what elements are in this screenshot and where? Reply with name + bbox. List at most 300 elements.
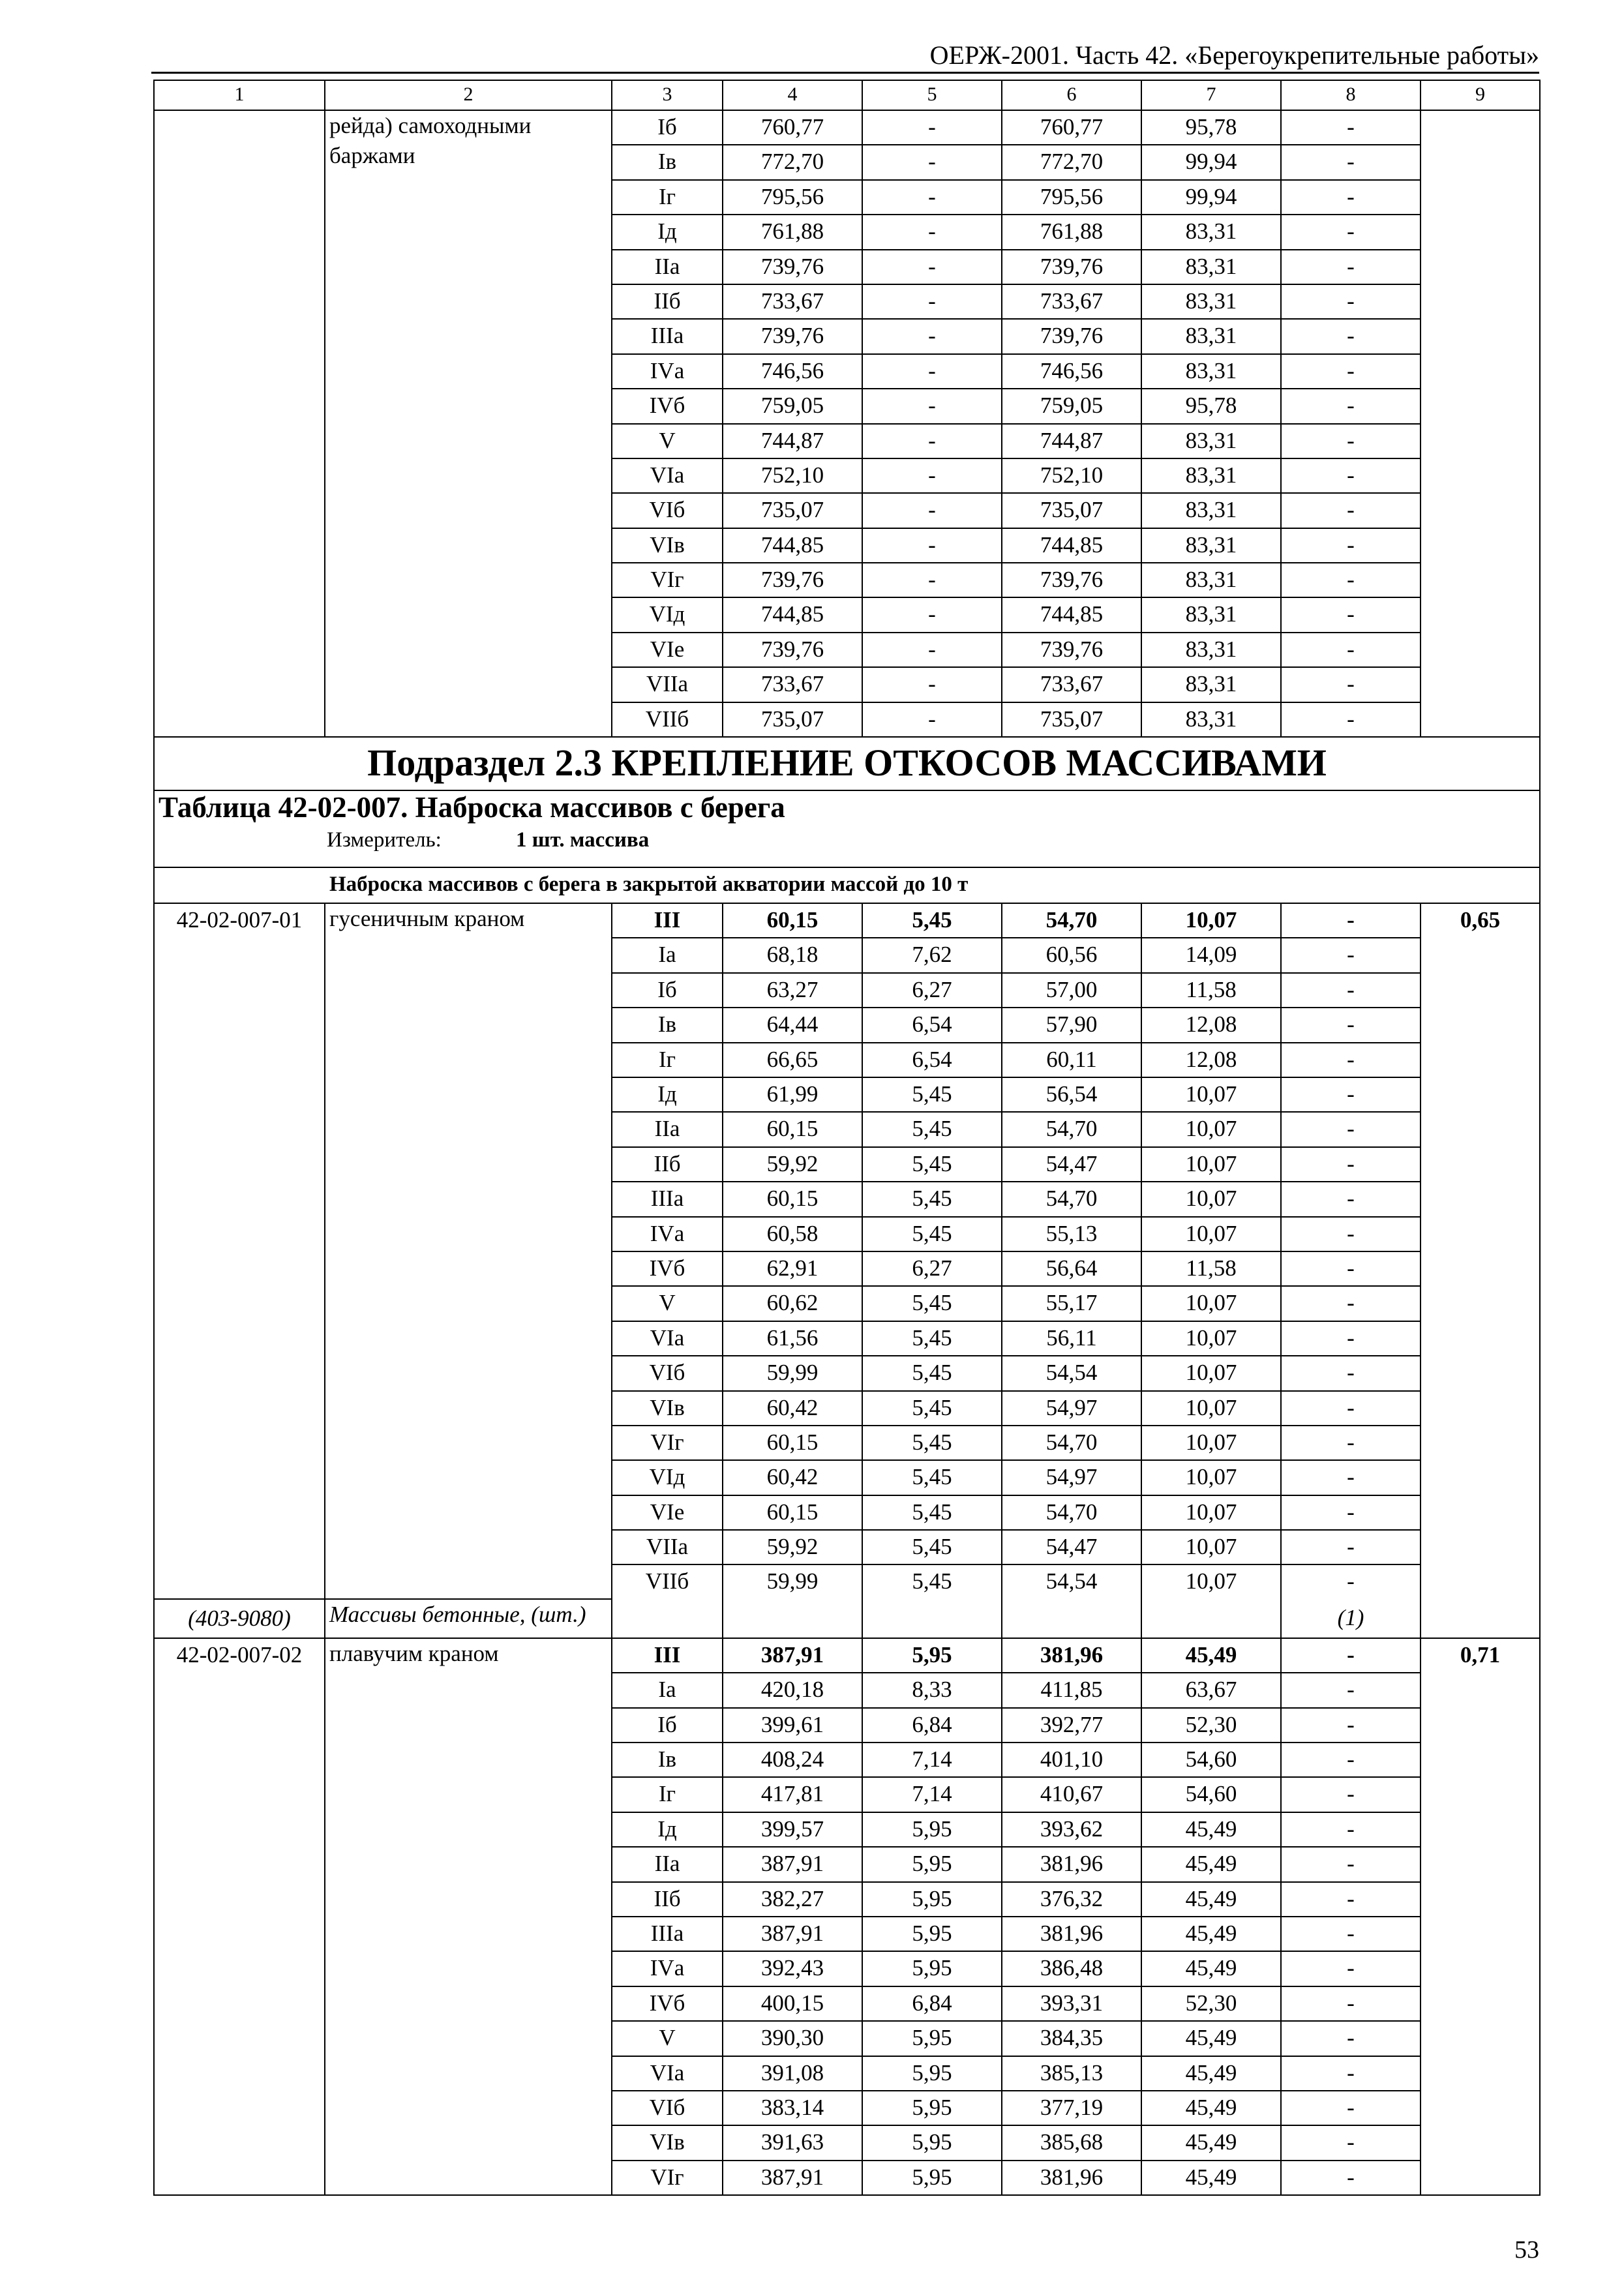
value-cell: 52,30: [1141, 1708, 1281, 1743]
value-cell: 83,31: [1141, 702, 1281, 737]
value-cell: 99,94: [1141, 145, 1281, 179]
value-cell: -: [1281, 458, 1421, 493]
value-cell: 387,91: [723, 1847, 862, 1881]
value-cell: 83,31: [1141, 319, 1281, 353]
value-cell: 83,31: [1141, 424, 1281, 458]
value-cell: 5,95: [862, 2161, 1002, 2195]
value-cell: 83,31: [1141, 250, 1281, 284]
value-cell: 60,11: [1002, 1043, 1141, 1077]
value-cell: 739,76: [723, 250, 862, 284]
column-number-row: [154, 80, 1540, 110]
value-cell: 7,14: [862, 1743, 1002, 1777]
value-cell: 387,91: [723, 1638, 862, 1673]
value-cell: 45,49: [1141, 1951, 1281, 1986]
table-row: [154, 903, 1540, 938]
value-cell: 744,85: [723, 528, 862, 563]
resource-name: Массивы бетонные, (шт.): [325, 1599, 612, 1638]
value-cell: -: [1281, 110, 1421, 145]
column-number: 4: [723, 80, 862, 110]
code-cell: 42-02-007-01: [154, 903, 325, 1599]
value-cell: -: [1281, 1321, 1421, 1356]
value-cell: 387,91: [723, 1917, 862, 1951]
value-cell: 59,99: [723, 1356, 862, 1390]
empty-cell: [862, 1599, 1002, 1638]
value-cell: 739,76: [1002, 250, 1141, 284]
table-row: [154, 110, 1540, 145]
value-cell: Iг: [612, 180, 723, 215]
value-cell: 377,19: [1002, 2091, 1141, 2125]
value-cell: 5,95: [862, 1847, 1002, 1881]
value-cell: -: [862, 702, 1002, 737]
value-cell: 760,77: [723, 110, 862, 145]
value-cell: IVа: [612, 1217, 723, 1251]
value-cell: 7,62: [862, 938, 1002, 972]
value-cell: 45,49: [1141, 2056, 1281, 2091]
value-cell: 83,31: [1141, 458, 1281, 493]
value-cell: 54,70: [1002, 1426, 1141, 1460]
value-cell: -: [862, 145, 1002, 179]
value-cell: 5,95: [862, 2056, 1002, 2091]
value-cell: -: [1281, 1426, 1421, 1460]
value-cell: 60,15: [723, 1182, 862, 1216]
value-cell: 393,62: [1002, 1812, 1141, 1847]
value-cell: 55,13: [1002, 1217, 1141, 1251]
value-cell: VIд: [612, 597, 723, 632]
value-cell: 10,07: [1141, 1495, 1281, 1530]
empty-cell: [612, 1599, 723, 1638]
value-cell: 83,31: [1141, 667, 1281, 702]
code-cell: [154, 110, 325, 737]
value-cell: 5,95: [862, 2125, 1002, 2160]
value-cell: VIа: [612, 1321, 723, 1356]
col9-cell: [1421, 110, 1540, 737]
value-cell: -: [1281, 1986, 1421, 2021]
value-cell: -: [1281, 215, 1421, 249]
value-cell: 759,05: [1002, 389, 1141, 423]
value-cell: 5,95: [862, 2091, 1002, 2125]
value-cell: IIб: [612, 284, 723, 319]
column-number: 6: [1002, 80, 1141, 110]
value-cell: 744,85: [1002, 528, 1141, 563]
value-cell: 60,56: [1002, 938, 1141, 972]
value-cell: -: [1281, 1008, 1421, 1042]
value-cell: -: [862, 354, 1002, 389]
value-cell: -: [1281, 1951, 1421, 1986]
value-cell: 83,31: [1141, 354, 1281, 389]
value-cell: VIа: [612, 458, 723, 493]
value-cell: Iв: [612, 145, 723, 179]
value-cell: -: [1281, 1530, 1421, 1564]
value-cell: 5,45: [862, 1217, 1002, 1251]
value-cell: 56,54: [1002, 1077, 1141, 1112]
value-cell: VIб: [612, 493, 723, 528]
value-cell: 62,91: [723, 1251, 862, 1286]
table-title-cell: [154, 790, 1540, 867]
column-number: 8: [1281, 80, 1421, 110]
value-cell: 10,07: [1141, 1391, 1281, 1426]
value-cell: -: [1281, 1356, 1421, 1390]
value-cell: 60,15: [723, 1426, 862, 1460]
value-cell: VIе: [612, 1495, 723, 1530]
page-number: 53: [1514, 2236, 1539, 2264]
value-cell: VIIб: [612, 1564, 723, 1598]
value-cell: 60,42: [723, 1391, 862, 1426]
table-title-row: [154, 790, 1540, 867]
measure-value: 1 шт. массива: [516, 828, 650, 852]
value-cell: 99,94: [1141, 180, 1281, 215]
value-cell: 6,54: [862, 1043, 1002, 1077]
value-cell: 45,49: [1141, 2091, 1281, 2125]
empty-cell: [1002, 1599, 1141, 1638]
value-cell: IIб: [612, 1882, 723, 1917]
value-cell: 45,49: [1141, 1638, 1281, 1673]
value-cell: 60,15: [723, 903, 862, 938]
value-cell: 744,87: [723, 424, 862, 458]
value-cell: -: [1281, 528, 1421, 563]
value-cell: 10,07: [1141, 903, 1281, 938]
value-cell: 752,10: [1002, 458, 1141, 493]
value-cell: 54,54: [1002, 1356, 1141, 1390]
value-cell: 761,88: [1002, 215, 1141, 249]
value-cell: 385,68: [1002, 2125, 1141, 2160]
column-number: 1: [154, 80, 325, 110]
value-cell: -: [1281, 145, 1421, 179]
value-cell: VIб: [612, 1356, 723, 1390]
value-cell: 5,45: [862, 1564, 1002, 1598]
value-cell: 5,45: [862, 1077, 1002, 1112]
value-cell: 386,48: [1002, 1951, 1141, 1986]
value-cell: 10,07: [1141, 1321, 1281, 1356]
value-cell: -: [1281, 1638, 1421, 1673]
value-cell: 400,15: [723, 1986, 862, 2021]
value-cell: 10,07: [1141, 1182, 1281, 1216]
work-name-cell: рейда) самоходными баржами: [325, 110, 612, 737]
value-cell: 744,85: [723, 597, 862, 632]
column-number: 5: [862, 80, 1002, 110]
value-cell: 744,87: [1002, 424, 1141, 458]
value-cell: 733,67: [723, 284, 862, 319]
value-cell: -: [862, 389, 1002, 423]
value-cell: 739,76: [723, 633, 862, 667]
value-cell: 772,70: [1002, 145, 1141, 179]
value-cell: 8,33: [862, 1673, 1002, 1707]
value-cell: IIа: [612, 1847, 723, 1881]
value-cell: 83,31: [1141, 215, 1281, 249]
value-cell: 60,15: [723, 1112, 862, 1146]
value-cell: III: [612, 1638, 723, 1673]
value-cell: 381,96: [1002, 1638, 1141, 1673]
value-cell: 739,76: [1002, 563, 1141, 597]
value-cell: -: [1281, 2125, 1421, 2160]
code-cell: 42-02-007-02: [154, 1638, 325, 2195]
value-cell: 54,97: [1002, 1391, 1141, 1426]
value-cell: 5,95: [862, 1812, 1002, 1847]
value-cell: VIа: [612, 2056, 723, 2091]
value-cell: Iа: [612, 938, 723, 972]
work-name-cell: гусеничным краном: [325, 903, 612, 1599]
value-cell: -: [862, 250, 1002, 284]
value-cell: 5,45: [862, 1182, 1002, 1216]
value-cell: 11,58: [1141, 973, 1281, 1008]
value-cell: VIд: [612, 1460, 723, 1495]
value-cell: 60,62: [723, 1286, 862, 1321]
value-cell: 5,45: [862, 1460, 1002, 1495]
value-cell: -: [862, 215, 1002, 249]
value-cell: 399,61: [723, 1708, 862, 1743]
value-cell: 739,76: [723, 563, 862, 597]
value-cell: 5,95: [862, 1951, 1002, 1986]
value-cell: -: [1281, 1391, 1421, 1426]
col9-cell: 0,65: [1421, 903, 1540, 1638]
value-cell: 63,27: [723, 973, 862, 1008]
value-cell: V: [612, 2021, 723, 2056]
value-cell: 420,18: [723, 1673, 862, 1707]
value-cell: 54,54: [1002, 1564, 1141, 1598]
subsection-row: [154, 737, 1540, 790]
value-cell: Iд: [612, 1077, 723, 1112]
value-cell: IIIа: [612, 319, 723, 353]
value-cell: -: [1281, 319, 1421, 353]
value-cell: 10,07: [1141, 1426, 1281, 1460]
value-cell: 10,07: [1141, 1112, 1281, 1146]
value-cell: Iд: [612, 215, 723, 249]
value-cell: -: [862, 528, 1002, 563]
value-cell: IVа: [612, 1951, 723, 1986]
value-cell: -: [862, 633, 1002, 667]
resource-code: (403-9080): [154, 1599, 325, 1638]
value-cell: 57,90: [1002, 1008, 1141, 1042]
value-cell: 11,58: [1141, 1251, 1281, 1286]
value-cell: -: [862, 458, 1002, 493]
value-cell: 739,76: [1002, 319, 1141, 353]
value-cell: VIв: [612, 2125, 723, 2160]
value-cell: 54,60: [1141, 1777, 1281, 1812]
column-number: 9: [1421, 80, 1540, 110]
value-cell: 95,78: [1141, 389, 1281, 423]
value-cell: 45,49: [1141, 2021, 1281, 2056]
value-cell: 83,31: [1141, 284, 1281, 319]
value-cell: -: [1281, 424, 1421, 458]
value-cell: 5,95: [862, 1638, 1002, 1673]
value-cell: 54,97: [1002, 1460, 1141, 1495]
value-cell: Iд: [612, 1812, 723, 1847]
value-cell: 10,07: [1141, 1460, 1281, 1495]
value-cell: 54,70: [1002, 1495, 1141, 1530]
value-cell: 744,85: [1002, 597, 1141, 632]
value-cell: 45,49: [1141, 1882, 1281, 1917]
value-cell: 45,49: [1141, 2125, 1281, 2160]
value-cell: 392,77: [1002, 1708, 1141, 1743]
value-cell: -: [1281, 1147, 1421, 1182]
value-cell: 59,99: [723, 1564, 862, 1598]
value-cell: 95,78: [1141, 110, 1281, 145]
value-cell: 795,56: [1002, 180, 1141, 215]
value-cell: -: [1281, 1812, 1421, 1847]
value-cell: -: [1281, 493, 1421, 528]
value-cell: Iб: [612, 973, 723, 1008]
value-cell: 6,27: [862, 1251, 1002, 1286]
rates-table: [153, 80, 1541, 2196]
value-cell: 45,49: [1141, 2161, 1281, 2195]
value-cell: -: [1281, 1043, 1421, 1077]
value-cell: 56,11: [1002, 1321, 1141, 1356]
value-cell: 5,45: [862, 1391, 1002, 1426]
value-cell: 10,07: [1141, 1147, 1281, 1182]
value-cell: 60,15: [723, 1495, 862, 1530]
rates-table-body: [154, 80, 1540, 2195]
value-cell: 83,31: [1141, 528, 1281, 563]
group-title: Наброска массивов с берега в закрытой акватории массой до 10 т: [154, 867, 1540, 903]
value-cell: -: [1281, 973, 1421, 1008]
value-cell: -: [1281, 1112, 1421, 1146]
value-cell: 385,13: [1002, 2056, 1141, 2091]
value-cell: 5,45: [862, 1356, 1002, 1390]
value-cell: 739,76: [723, 319, 862, 353]
col9-cell: 0,71: [1421, 1638, 1540, 2195]
value-cell: 393,31: [1002, 1986, 1141, 2021]
value-cell: Iг: [612, 1043, 723, 1077]
value-cell: V: [612, 424, 723, 458]
value-cell: 384,35: [1002, 2021, 1141, 2056]
resource-row: [154, 1599, 1540, 1638]
value-cell: 10,07: [1141, 1217, 1281, 1251]
value-cell: -: [1281, 597, 1421, 632]
value-cell: 735,07: [1002, 493, 1141, 528]
value-cell: VIIа: [612, 667, 723, 702]
value-cell: 759,05: [723, 389, 862, 423]
value-cell: 55,17: [1002, 1286, 1141, 1321]
value-cell: 45,49: [1141, 1812, 1281, 1847]
value-cell: -: [1281, 1182, 1421, 1216]
empty-cell: [723, 1599, 862, 1638]
value-cell: IVб: [612, 1986, 723, 2021]
value-cell: 12,08: [1141, 1008, 1281, 1042]
value-cell: 54,60: [1141, 1743, 1281, 1777]
value-cell: -: [1281, 1708, 1421, 1743]
value-cell: 52,30: [1141, 1986, 1281, 2021]
resource-value: (1): [1281, 1599, 1421, 1638]
value-cell: -: [1281, 1217, 1421, 1251]
table-title: Таблица 42-02-007. Наброска массивов с берега: [158, 791, 785, 824]
value-cell: 411,85: [1002, 1673, 1141, 1707]
value-cell: 10,07: [1141, 1530, 1281, 1564]
value-cell: -: [1281, 903, 1421, 938]
value-cell: -: [1281, 354, 1421, 389]
value-cell: 735,07: [723, 493, 862, 528]
value-cell: 733,67: [723, 667, 862, 702]
value-cell: -: [1281, 2161, 1421, 2195]
value-cell: -: [1281, 1286, 1421, 1321]
value-cell: 5,45: [862, 1147, 1002, 1182]
value-cell: 56,64: [1002, 1251, 1141, 1286]
value-cell: 6,84: [862, 1986, 1002, 2021]
value-cell: 381,96: [1002, 2161, 1141, 2195]
value-cell: 5,45: [862, 1112, 1002, 1146]
value-cell: IIIа: [612, 1917, 723, 1951]
value-cell: Iв: [612, 1008, 723, 1042]
value-cell: IIа: [612, 250, 723, 284]
value-cell: 387,91: [723, 2161, 862, 2195]
value-cell: 6,54: [862, 1008, 1002, 1042]
value-cell: -: [862, 493, 1002, 528]
value-cell: 383,14: [723, 2091, 862, 2125]
value-cell: VIг: [612, 2161, 723, 2195]
value-cell: 391,08: [723, 2056, 862, 2091]
value-cell: 54,47: [1002, 1147, 1141, 1182]
value-cell: -: [1281, 667, 1421, 702]
value-cell: 761,88: [723, 215, 862, 249]
value-cell: -: [1281, 938, 1421, 972]
value-cell: 5,45: [862, 1321, 1002, 1356]
value-cell: -: [862, 667, 1002, 702]
value-cell: 7,14: [862, 1777, 1002, 1812]
value-cell: -: [1281, 633, 1421, 667]
value-cell: 10,07: [1141, 1286, 1281, 1321]
value-cell: 68,18: [723, 938, 862, 972]
value-cell: 59,92: [723, 1530, 862, 1564]
value-cell: IIIа: [612, 1182, 723, 1216]
value-cell: 83,31: [1141, 597, 1281, 632]
value-cell: 733,67: [1002, 667, 1141, 702]
value-cell: 401,10: [1002, 1743, 1141, 1777]
value-cell: 83,31: [1141, 633, 1281, 667]
value-cell: -: [1281, 1495, 1421, 1530]
value-cell: 382,27: [723, 1882, 862, 1917]
value-cell: 83,31: [1141, 563, 1281, 597]
subsection-title: Подраздел 2.3 КРЕПЛЕНИЕ ОТКОСОВ МАССИВАМИ: [154, 737, 1540, 790]
value-cell: VIб: [612, 2091, 723, 2125]
value-cell: -: [1281, 1882, 1421, 1917]
value-cell: 54,70: [1002, 1182, 1141, 1216]
value-cell: -: [1281, 1564, 1421, 1598]
value-cell: -: [1281, 1460, 1421, 1495]
value-cell: 735,07: [1002, 702, 1141, 737]
value-cell: -: [1281, 1077, 1421, 1112]
value-cell: 417,81: [723, 1777, 862, 1812]
value-cell: -: [1281, 563, 1421, 597]
value-cell: -: [862, 424, 1002, 458]
value-cell: 5,45: [862, 903, 1002, 938]
value-cell: 381,96: [1002, 1917, 1141, 1951]
value-cell: 60,42: [723, 1460, 862, 1495]
value-cell: VIг: [612, 1426, 723, 1460]
value-cell: -: [1281, 2021, 1421, 2056]
value-cell: 5,45: [862, 1426, 1002, 1460]
value-cell: 399,57: [723, 1812, 862, 1847]
value-cell: Iг: [612, 1777, 723, 1812]
value-cell: IVа: [612, 354, 723, 389]
value-cell: 381,96: [1002, 1847, 1141, 1881]
empty-cell: [1141, 1599, 1281, 1638]
value-cell: 64,44: [723, 1008, 862, 1042]
value-cell: -: [1281, 1743, 1421, 1777]
value-cell: 83,31: [1141, 493, 1281, 528]
value-cell: 746,56: [723, 354, 862, 389]
value-cell: VIв: [612, 528, 723, 563]
value-cell: -: [1281, 1777, 1421, 1812]
value-cell: IVб: [612, 1251, 723, 1286]
page-header: ОЕРЖ-2001. Часть 42. «Берегоукрепительные работы»: [929, 40, 1539, 70]
value-cell: Iв: [612, 1743, 723, 1777]
value-cell: VIг: [612, 563, 723, 597]
value-cell: 5,95: [862, 2021, 1002, 2056]
value-cell: 5,95: [862, 1882, 1002, 1917]
value-cell: 10,07: [1141, 1356, 1281, 1390]
value-cell: Iа: [612, 1673, 723, 1707]
work-name-cell: плавучим краном: [325, 1638, 612, 2195]
value-cell: -: [862, 563, 1002, 597]
value-cell: 14,09: [1141, 938, 1281, 972]
